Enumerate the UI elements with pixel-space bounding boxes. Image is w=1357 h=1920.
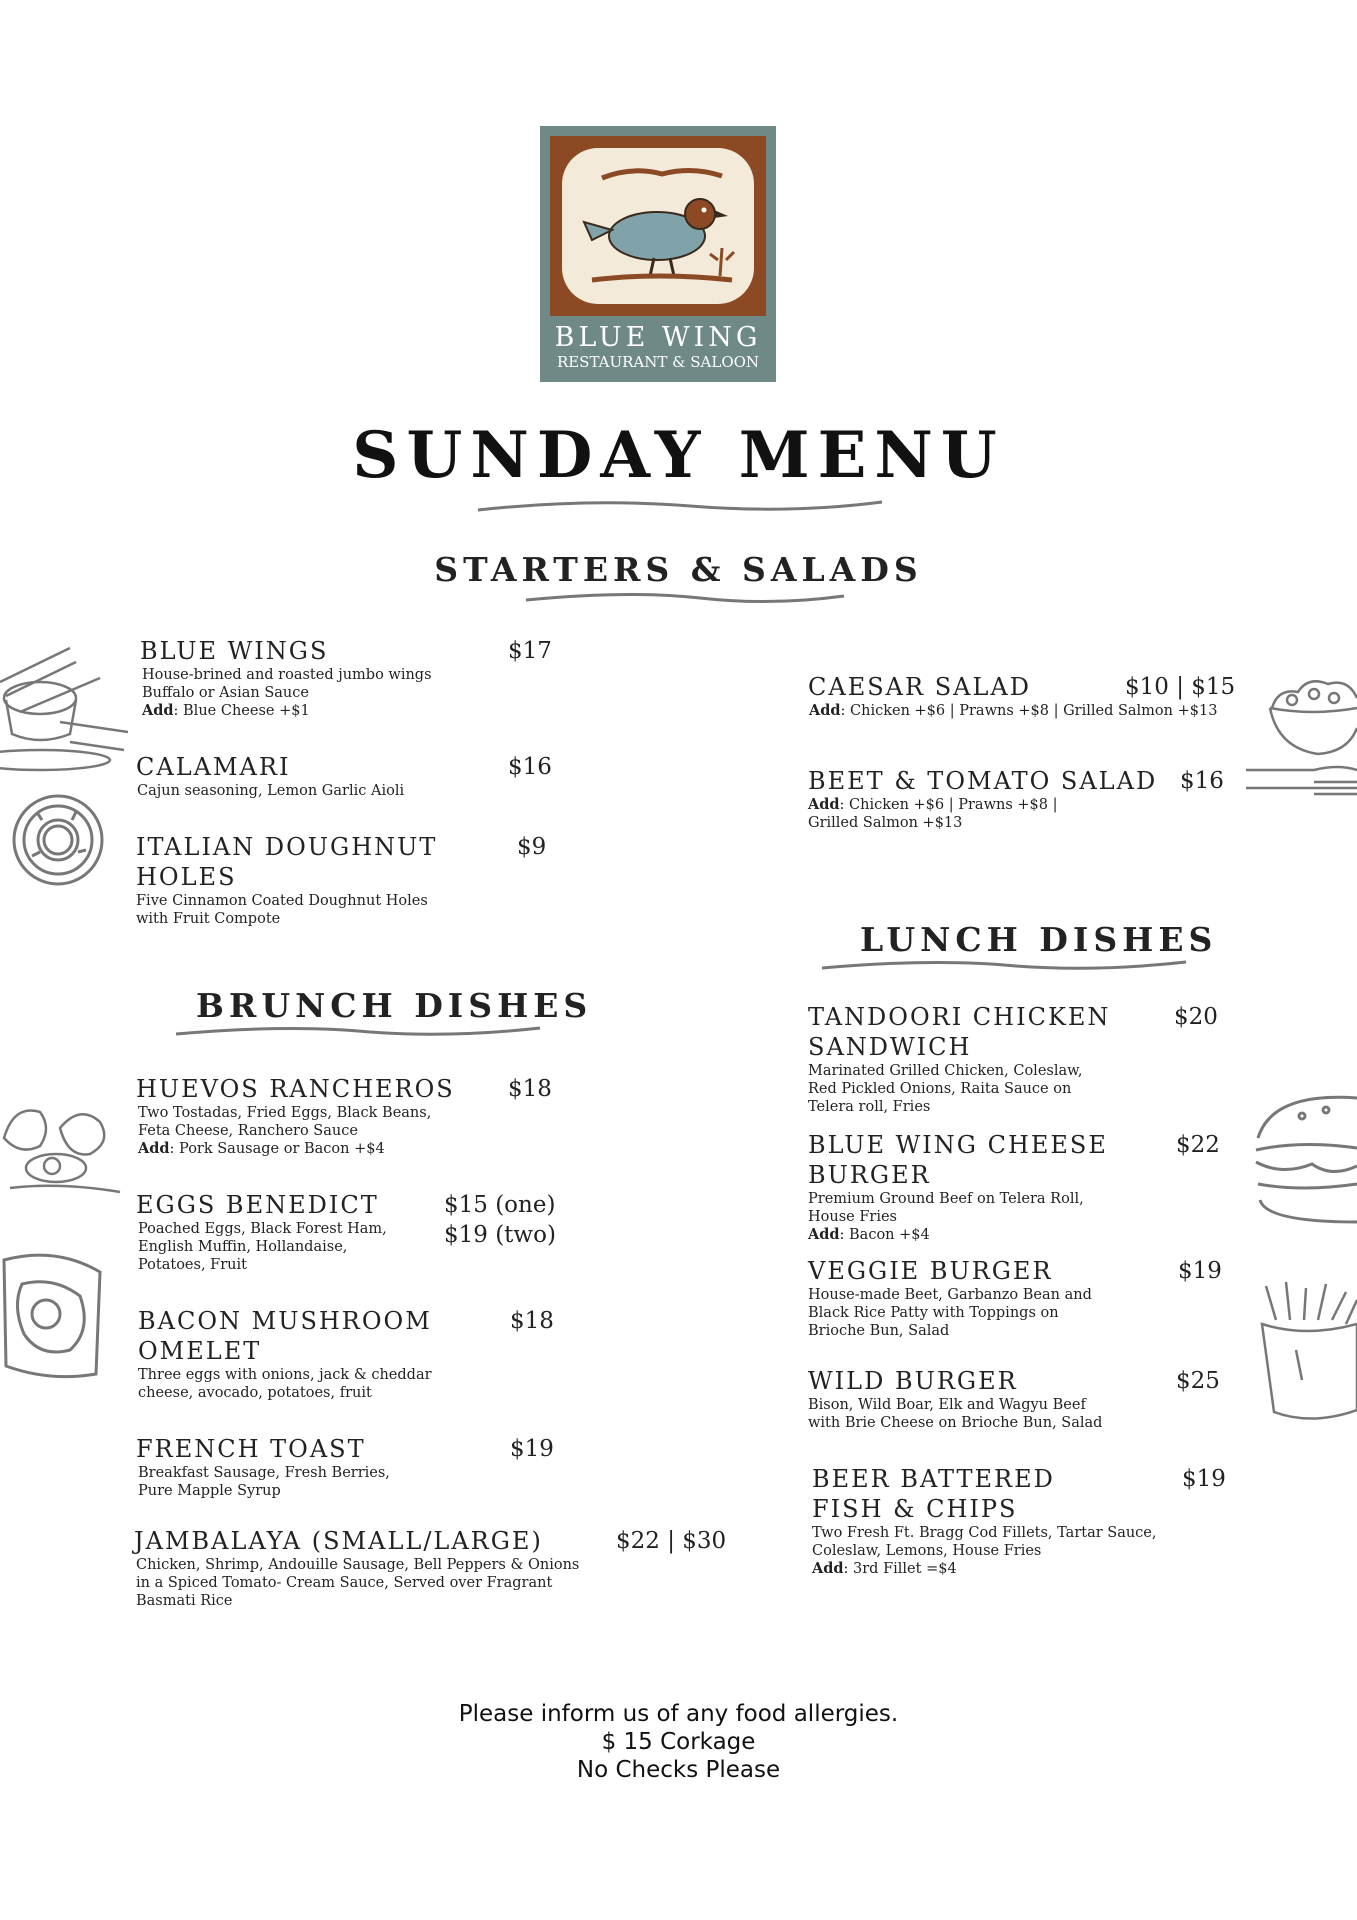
item-price-beer-battered-fish-chips: $19	[1182, 1466, 1226, 1492]
item-desc: Add: Chicken +$6 | Prawns +$8 | Grilled Salmon +$13	[809, 702, 1218, 719]
logo-name: BLUE WING	[554, 322, 762, 353]
item-name-jambalaya: JAMBALAYA (SMALL/LARGE)	[134, 1527, 543, 1555]
item-price-blue-wings: $17	[508, 638, 552, 664]
item-name-eggs-benedict: EGGS BENEDICT	[136, 1191, 379, 1219]
item-price-veggie-burger: $19	[1178, 1258, 1222, 1284]
item-price-eggs-benedict: $15 (one) $19 (two)	[444, 1192, 556, 1248]
footer-notes	[0, 1700, 1357, 1784]
item-name-calamari: CALAMARI	[136, 753, 291, 781]
item-price-bacon-mushroom-omelet: $18	[510, 1308, 554, 1334]
starters-underline	[520, 588, 850, 608]
item-desc: Marinated Grilled Chicken, Coleslaw, Red Pickled Onions, Raita Sauce on Telera roll, Fries	[808, 1063, 1083, 1115]
item-desc: Poached Eggs, Black Forest Ham, English Muffin, Hollandaise, Potatoes, Fruit	[138, 1221, 387, 1273]
section-title-starters: STARTERS & SALADS	[434, 550, 923, 589]
item-price-calamari: $16	[508, 754, 552, 780]
item-desc: Two Fresh Ft. Bragg Cod Fillets, Tartar Sauce, Coleslaw, Lemons, House Fries Add: 3rd Fillet =$4	[812, 1525, 1157, 1577]
item-desc: Chicken, Shrimp, Andouille Sausage, Bell Peppers & Onions in a Spiced Tomato- Cream Sauce, Served over Fragrant Basmati Rice	[136, 1557, 580, 1609]
checks-note: No Checks Please	[576, 1757, 781, 1783]
item-price-doughnut-holes: $9	[517, 834, 547, 860]
item-price-french-toast: $19	[510, 1436, 554, 1462]
item-desc: Cajun seasoning, Lemon Garlic Aioli	[137, 783, 405, 799]
item-name-beet-tomato-salad: BEET & TOMATO SALAD	[808, 767, 1158, 795]
section-title-brunch: BRUNCH DISHES	[196, 986, 593, 1025]
item-desc: Three eggs with onions, jack & cheddar cheese, avocado, potatoes, fruit	[138, 1367, 432, 1401]
item-name-veggie-burger: VEGGIE BURGER	[808, 1257, 1053, 1285]
item-price-jambalaya: $22 | $30	[616, 1528, 727, 1554]
page-title: SUNDAY MENU	[352, 418, 1005, 493]
item-desc: Bison, Wild Boar, Elk and Wagyu Beef with Brie Cheese on Brioche Bun, Salad	[808, 1397, 1103, 1431]
item-price-beet-tomato-salad: $16	[1180, 768, 1224, 794]
cutlery-icon	[1244, 762, 1357, 802]
item-name-french-toast: FRENCH TOAST	[136, 1435, 366, 1463]
logo-frame	[550, 136, 766, 316]
item-desc: Five Cinnamon Coated Doughnut Holes with Fruit Compote	[136, 893, 428, 927]
wings-dish-icon	[0, 622, 132, 772]
item-name-huevos-rancheros: HUEVOS RANCHEROS	[136, 1075, 455, 1103]
burger-icon	[1252, 1088, 1357, 1238]
item-price-tandoori-chicken-sandwich: $20	[1174, 1004, 1218, 1030]
item-desc: House-made Beet, Garbanzo Bean and Black Rice Patty with Toppings on Brioche Bun, Salad	[808, 1287, 1092, 1339]
restaurant-logo	[540, 126, 776, 382]
item-desc: Premium Ground Beef on Telera Roll, House Fries Add: Bacon +$4	[808, 1191, 1084, 1243]
item-name-tandoori-chicken-sandwich: TANDOORI CHICKEN SANDWICH	[808, 1003, 1111, 1061]
salad-bowl-icon	[1268, 668, 1357, 764]
brunch-underline	[170, 1022, 546, 1042]
fried-egg-toast-icon	[0, 1250, 112, 1390]
item-name-bacon-mushroom-omelet: BACON MUSHROOM OMELET	[138, 1307, 432, 1365]
doughnut-icon	[8, 790, 108, 890]
item-desc: Add: Chicken +$6 | Prawns +$8 | Grilled Salmon +$13	[808, 796, 1058, 831]
bird-icon	[562, 148, 754, 304]
item-price-wild-burger: $25	[1176, 1368, 1220, 1394]
logo-subname: RESTAURANT & SALOON	[556, 353, 760, 371]
item-name-blue-wing-cheese-burger: BLUE WING CHEESE BURGER	[808, 1131, 1108, 1189]
item-price-huevos-rancheros: $18	[508, 1076, 552, 1102]
item-name-blue-wings: BLUE WINGS	[140, 637, 329, 665]
lunch-underline	[816, 956, 1192, 976]
corkage-note: $ 15 Corkage	[601, 1729, 756, 1755]
item-name-doughnut-holes: ITALIAN DOUGHNUT HOLES	[136, 833, 438, 891]
item-desc: Two Tostadas, Fried Eggs, Black Beans, Feta Cheese, Ranchero Sauce Add: Pork Sausage or Bacon +$4	[138, 1105, 432, 1157]
item-name-wild-burger: WILD BURGER	[808, 1367, 1018, 1395]
item-desc: House-brined and roasted jumbo wings Buffalo or Asian Sauce Add: Blue Cheese +$1	[142, 667, 432, 719]
item-desc: Breakfast Sausage, Fresh Berries, Pure Mapple Syrup	[138, 1465, 390, 1499]
section-title-lunch: LUNCH DISHES	[860, 920, 1218, 959]
logo-badge	[562, 148, 754, 304]
item-price-blue-wing-cheese-burger: $22	[1176, 1132, 1220, 1158]
fries-icon	[1256, 1280, 1357, 1430]
item-name-beer-battered-fish-chips: BEER BATTERED FISH & CHIPS	[812, 1465, 1055, 1523]
eggs-icon	[0, 1098, 124, 1198]
title-underline	[470, 494, 890, 518]
allergy-note: Please inform us of any food allergies.	[458, 1701, 899, 1727]
item-price-caesar-salad: $10 | $15	[1125, 674, 1236, 700]
item-name-caesar-salad: CAESAR SALAD	[808, 673, 1031, 701]
